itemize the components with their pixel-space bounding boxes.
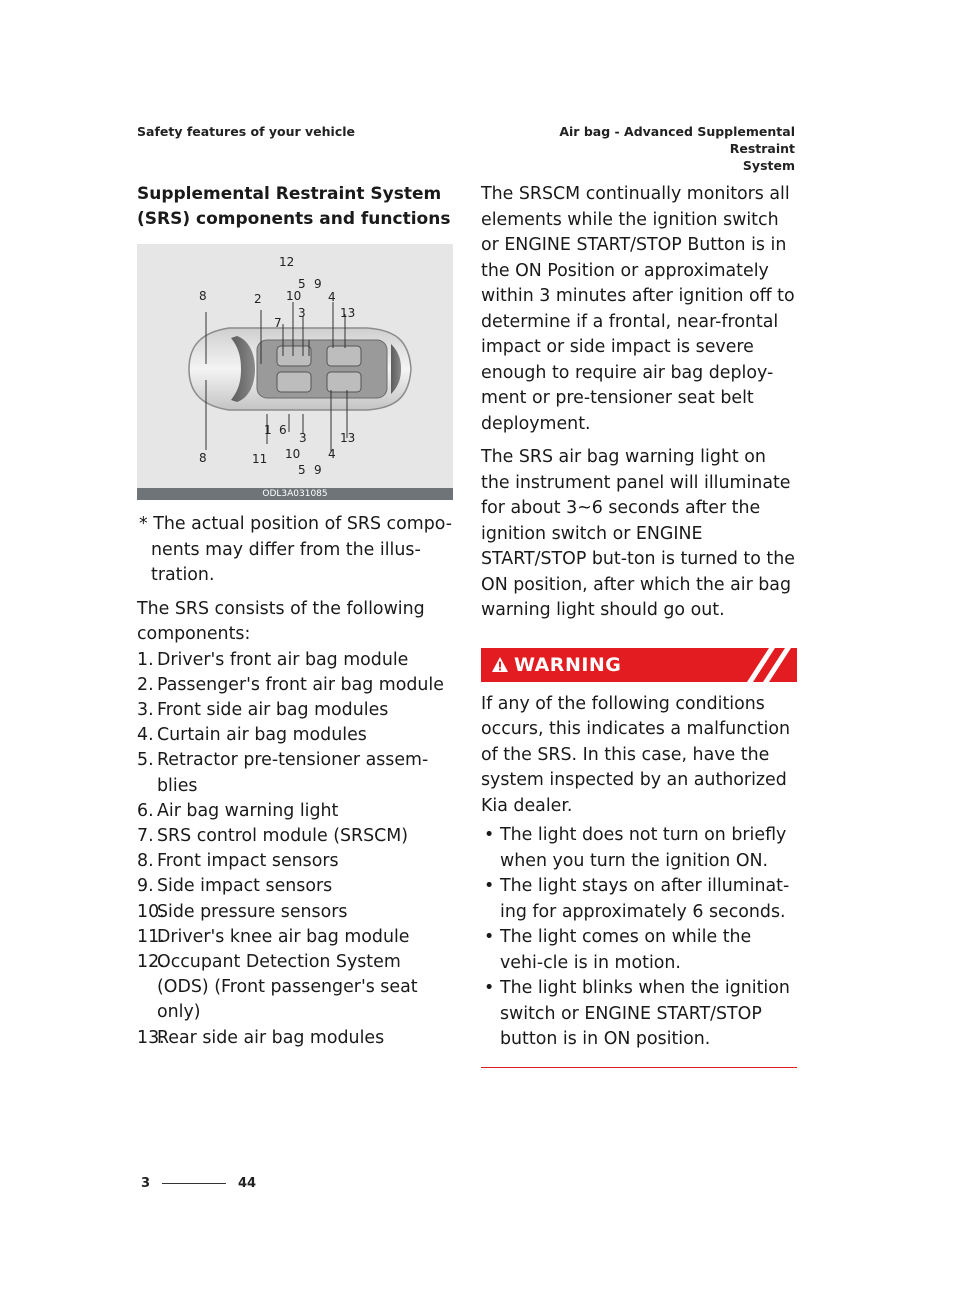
warning-triangle-icon — [492, 657, 508, 672]
list-item: 11. Driver's knee air bag module — [137, 926, 410, 947]
list-item: 8. Front impact sensors — [137, 851, 339, 872]
list-item: 2. Passenger's front air bag module — [137, 674, 444, 695]
list-item: • The light comes on while the vehi-cle is in motion. — [481, 925, 797, 976]
warning-light-paragraph: The SRS air bag warning light on the instrument panel will illuminate for about 3~6 seconds after the ignition switch or ENGINE START/STOP but-ton is turned to the ON position, after which the air bag warning light should go out. — [481, 447, 795, 620]
front-seat-bottom — [277, 372, 311, 392]
rear-seat-top — [327, 346, 361, 366]
callout-label: 4 — [328, 447, 336, 461]
list-item: 10. Side pressure sensors — [137, 901, 348, 922]
list-item: • The light stays on after illuminat-ing for approximately 6 seconds. — [481, 874, 797, 925]
list-item: • The light blinks when the ignition switch or ENGINE START/STOP button is in ON position. — [481, 976, 797, 1053]
callout-label: 2 — [254, 292, 262, 306]
callout-label: 3 — [299, 431, 307, 445]
callout-label: 1 — [264, 423, 272, 437]
rear-seat-bottom — [327, 372, 361, 392]
running-header-left: Safety features of your vehicle — [137, 124, 355, 139]
callout-label: 13 — [340, 306, 356, 320]
right-column — [481, 182, 797, 1068]
running-header-right-line1: Air bag - Advanced Supplemental Restraint — [559, 124, 795, 156]
bullet: • — [484, 927, 495, 947]
left-column — [137, 182, 455, 1051]
list-item: 5. Retractor pre-tensioner assem-blies — [137, 750, 429, 796]
callout-label: 9 — [314, 277, 322, 291]
running-header-right — [495, 123, 795, 174]
section-title-line2: (SRS) components and functions — [137, 209, 451, 229]
warning-stripes-decoration — [707, 648, 797, 682]
list-item: 13. Rear side air bag modules — [137, 1027, 385, 1048]
callout-label: 12 — [279, 255, 295, 269]
list-item: • The light does not turn on briefly when you turn the ignition ON. — [481, 823, 797, 874]
list-item: 3. Front side air bag modules — [137, 699, 389, 720]
warning-banner — [481, 648, 797, 682]
srs-components-figure — [137, 244, 453, 500]
list-item: 4. Curtain air bag modules — [137, 725, 367, 746]
running-header-right-line2: System — [742, 158, 795, 173]
footer-rule — [162, 1183, 226, 1184]
components-list — [137, 648, 455, 1051]
page-number: 44 — [238, 1176, 257, 1191]
warning-title: WARNING — [514, 653, 622, 676]
list-item: 12. Occupant Detection System (ODS) (Front passenger's seat only) — [137, 951, 418, 1023]
front-seat-top — [277, 346, 311, 366]
callout-label: 10 — [285, 447, 301, 461]
callout-label: 8 — [199, 289, 207, 303]
chapter-number: 3 — [141, 1176, 151, 1191]
callout-label: 5 — [298, 463, 306, 477]
callout-label: 6 — [279, 423, 287, 437]
list-item: 1. Driver's front air bag module — [137, 649, 409, 670]
callout-label: 13 — [340, 431, 356, 445]
list-item: 7. SRS control module (SRSCM) — [137, 825, 409, 846]
figure-note: * The actual position of SRS compo-nents may differ from the illus-tration. — [139, 514, 452, 585]
callout-label: 5 — [298, 277, 306, 291]
callout-label: 9 — [314, 463, 322, 477]
callout-label: 8 — [199, 451, 207, 465]
section-title-line1: Supplemental Restraint System — [137, 184, 442, 204]
cabin — [257, 340, 387, 398]
bullet: • — [484, 876, 495, 896]
warning-end-rule — [481, 1067, 797, 1068]
warning-body: If any of the following conditions occurs, this indicates a malfunction of the SRS. In this case, have the system inspected by an authorized Kia dealer. — [481, 693, 791, 816]
callout-label: 7 — [274, 316, 282, 330]
callout-label: 11 — [252, 452, 268, 466]
callout-label: 4 — [328, 290, 336, 304]
car-topview-illustration — [137, 244, 453, 500]
srscm-paragraph: The SRSCM continually monitors all elements while the ignition switch or ENGINE START/STOP Button is in the ON Position or approximately within 3 minutes after ignition off to determine if a frontal, near-frontal impact or side impact is severe enough to require air bag deploy-ment or pre-tensioner seat belt deployment. — [481, 184, 795, 434]
callout-label: 10 — [286, 289, 302, 303]
components-intro: The SRS consists of the following components: — [137, 598, 425, 644]
figure-code: ODL3A031085 — [137, 488, 453, 500]
warning-conditions-list — [481, 823, 797, 1053]
bullet: • — [484, 978, 495, 998]
list-item: 6. Air bag warning light — [137, 800, 339, 821]
callout-label: 3 — [298, 306, 306, 320]
bullet: • — [484, 825, 495, 845]
list-item: 9. Side impact sensors — [137, 876, 333, 897]
section-title — [137, 182, 455, 232]
